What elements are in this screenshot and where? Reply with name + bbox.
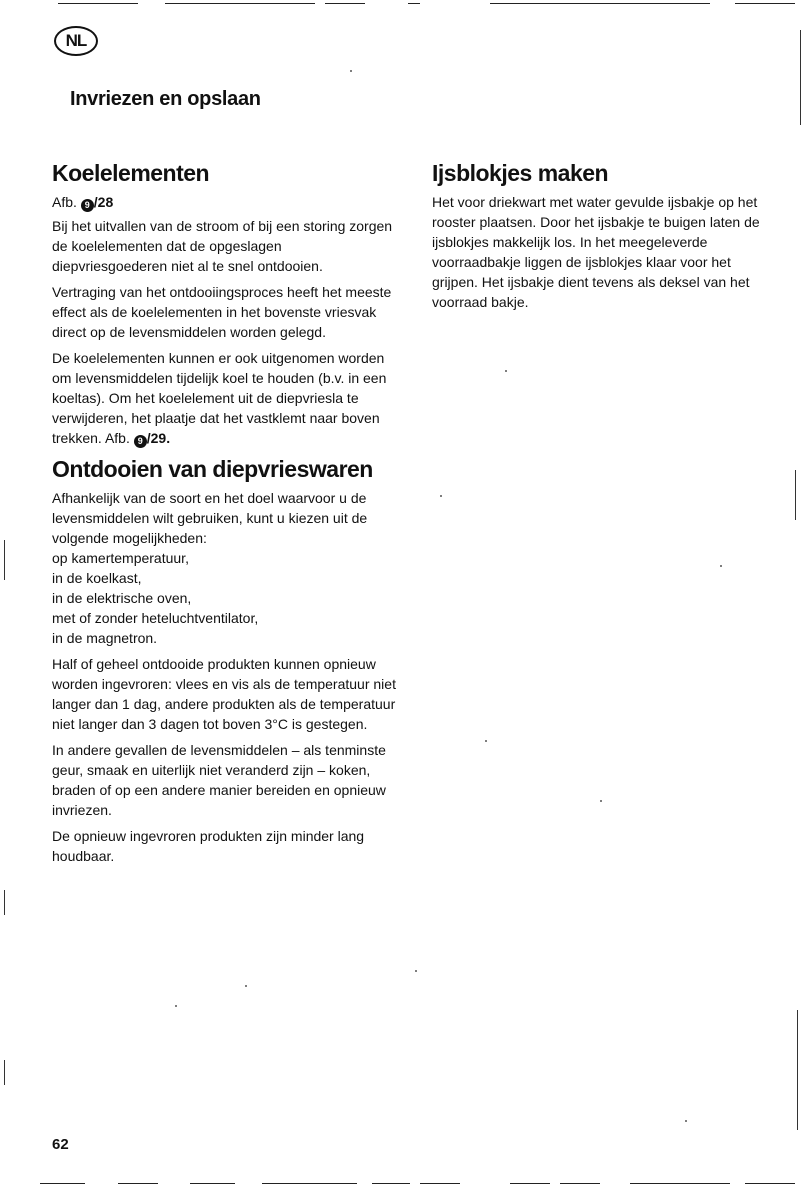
bottom-rule	[118, 1183, 158, 1184]
bottom-rule	[190, 1183, 235, 1184]
edge-mark	[797, 1010, 798, 1130]
bottom-rule	[630, 1183, 730, 1184]
page-heading: Invriezen en opslaan	[70, 88, 261, 110]
bottom-rule	[510, 1183, 550, 1184]
scan-speck	[720, 565, 722, 567]
page-number: 62	[52, 1136, 69, 1153]
ontdooien-heading: Ontdooien van diepvrieswaren	[52, 456, 373, 482]
scan-speck	[415, 970, 417, 972]
paragraph: In andere gevallen de levensmiddelen – als tenminste geur, smaak en uiterlijk niet veranderd zijn – koken, braden of op een andere manier bereiden en opnieuw invriezen.	[52, 742, 386, 818]
figure-number: /28	[93, 194, 114, 210]
option-list	[52, 548, 397, 648]
edge-mark	[4, 890, 5, 915]
bottom-rule	[560, 1183, 600, 1184]
list-item: in de magnetron.	[52, 630, 158, 646]
section-koelelementen	[52, 158, 397, 448]
top-rule	[325, 3, 365, 4]
scan-speck	[485, 740, 487, 742]
bottom-rule	[372, 1183, 410, 1184]
right-column	[432, 158, 762, 318]
scan-speck	[175, 1005, 177, 1007]
scan-speck	[505, 370, 507, 372]
top-rule	[58, 3, 138, 4]
edge-mark	[800, 30, 801, 125]
bottom-rule	[745, 1183, 795, 1184]
scan-speck	[245, 985, 247, 987]
figure-reference	[52, 192, 397, 212]
bottom-rule	[420, 1183, 460, 1184]
figure-prefix: Afb.	[52, 194, 77, 210]
scan-speck	[685, 1120, 687, 1122]
paragraph-text: De koelelementen kunnen er ook uitgenomen worden om levensmiddelen tijdelijk koel te houden (b.v. in een koeltas). Om het koelelement uit de diepvriesla te verwijderen, het plaatje dat het vastklemt naar boven trekken.	[52, 350, 387, 446]
intro-paragraph: Afhankelijk van de soort en het doel waarvoor u de levensmiddelen wilt gebruiken, kunt u kiezen uit de volgende mogelijkheden:	[52, 490, 368, 546]
top-rule	[408, 3, 420, 4]
figure-marker-icon: 9	[134, 435, 147, 448]
ijsblokjes-heading: Ijsblokjes maken	[432, 160, 609, 186]
top-rule	[490, 3, 710, 4]
koelelementen-heading: Koelelementen	[52, 160, 210, 186]
list-item: in de koelkast,	[52, 570, 142, 586]
paragraph: Half of geheel ontdooide produkten kunnen opnieuw worden ingevroren: vlees en vis als de temperatuur niet langer dan 1 dag, andere produkten als de temperatuur niet langer dan 3 dagen tot boven 3°C is gestegen.	[52, 656, 396, 732]
bottom-rule	[40, 1183, 85, 1184]
top-rule	[165, 3, 315, 4]
edge-mark	[4, 1060, 5, 1085]
edge-mark	[795, 470, 796, 520]
top-rule	[735, 3, 795, 4]
section-ontdooien	[52, 454, 397, 866]
scan-speck	[600, 800, 602, 802]
list-item: met of zonder heteluchtventilator,	[52, 610, 259, 626]
list-item: op kamertemperatuur,	[52, 550, 189, 566]
left-column	[52, 158, 397, 872]
figure-number: /29.	[146, 430, 171, 446]
paragraph: De opnieuw ingevroren produkten zijn minder lang houdbaar.	[52, 828, 365, 864]
language-code: NL	[65, 31, 87, 50]
edge-mark	[4, 540, 5, 580]
list-item: in de elektrische oven,	[52, 590, 192, 606]
language-badge	[54, 26, 98, 56]
scan-speck	[350, 70, 352, 72]
scan-speck	[440, 495, 442, 497]
section-ijsblokjes	[432, 158, 762, 312]
bottom-rule	[262, 1183, 357, 1184]
paragraph	[52, 348, 397, 448]
figure-prefix: Afb.	[104, 430, 130, 446]
paragraph: Bij het uitvallen van de stroom of bij een storing zorgen de koelelementen dat de opgeslagen diepvriesgoederen niet al te snel ontdooien.	[52, 218, 393, 274]
paragraph: Het voor driekwart met water gevulde ijsbakje op het rooster plaatsen. Door het ijsbakje te buigen laten de ijsblokjes makkelijk los. In het meegeleverde voorraadbakje liggen de ijsblokjes klaar voor het grijpen. Het ijsbakje dient tevens als deksel van het voorraad bakje.	[432, 194, 760, 310]
paragraph: Vertraging van het ontdooiingsproces heeft het meeste effect als de koelelementen in het bovenste vriesvak direct op de levensmiddelen worden gelegd.	[52, 284, 392, 340]
figure-marker-icon: 9	[81, 199, 94, 212]
